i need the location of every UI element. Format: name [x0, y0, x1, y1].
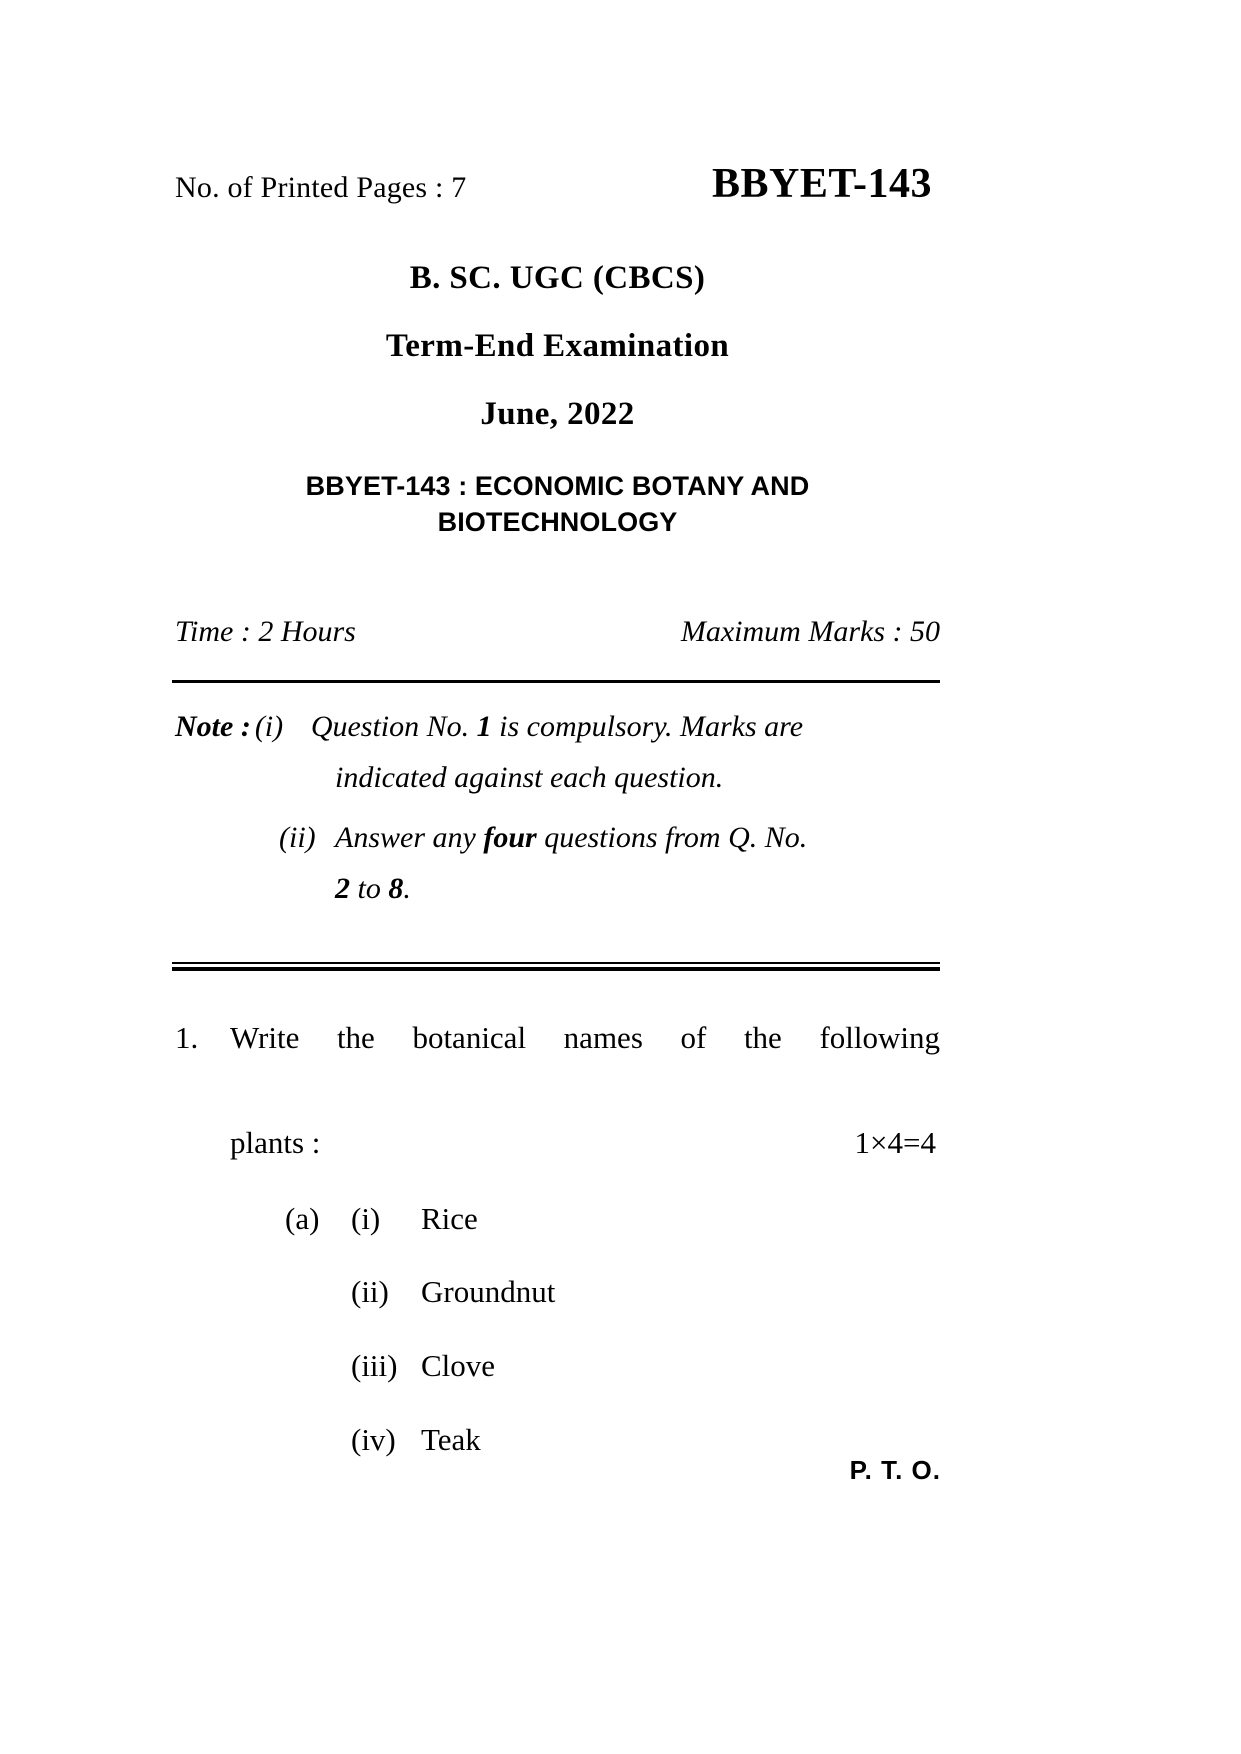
exam-title: Term-End Examination	[385, 328, 730, 364]
part-text-rice: Rice	[421, 1200, 478, 1236]
exam-max-marks: Maximum Marks : 50	[680, 615, 940, 648]
exam-duration: Time : 2 Hours	[175, 615, 356, 648]
note-item-ii	[175, 814, 940, 863]
note-ii-range-period: .	[403, 871, 411, 905]
question-1-text-line1: Write the botanical names of the following	[230, 1020, 940, 1055]
part-text-clove: Clove	[421, 1347, 496, 1383]
part-roman-iv: (iv)	[351, 1421, 396, 1457]
note-ii-range-start: 2	[335, 871, 350, 905]
degree-title: B. SC. UGC (CBCS)	[409, 260, 706, 296]
part-alpha-a: (a)	[285, 1200, 320, 1236]
page-turn-over-footer: P. T. O.	[849, 1455, 941, 1485]
note-ii-range-end: 8	[388, 871, 404, 905]
subject-title: BBYET-143 : ECONOMIC BOTANY AND BIOTECHNOLOGY	[305, 471, 810, 538]
note-item-i	[175, 703, 940, 752]
note-divider	[172, 962, 940, 971]
question-1-parts	[230, 1194, 940, 1464]
note-i-line2: indicated against each question.	[335, 760, 724, 794]
note-i-bold-number: 1	[476, 710, 492, 743]
part-text-teak: Teak	[421, 1421, 481, 1457]
part-roman-ii: (ii)	[351, 1274, 389, 1310]
printed-pages-label: No. of Printed Pages : 7	[175, 171, 467, 204]
note-label: Note :	[175, 710, 251, 743]
question-1-part-iii	[285, 1341, 940, 1391]
divider-thin-line	[172, 962, 940, 964]
divider-thick-line	[172, 967, 940, 971]
part-roman-iii: (iii)	[351, 1347, 398, 1383]
question-1-marks: 1×4=4	[854, 1125, 936, 1161]
note-i-text-a: Question No.	[310, 710, 477, 743]
question-1	[175, 1013, 940, 1488]
question-1-part-i	[285, 1194, 940, 1244]
part-text-groundnut: Groundnut	[421, 1274, 556, 1310]
header-row	[175, 160, 940, 208]
header-divider	[172, 680, 940, 683]
note-ii-line2	[175, 865, 940, 914]
note-marker-ii: (ii)	[279, 821, 316, 855]
note-ii-bold-count: four	[483, 821, 537, 855]
title-block	[175, 262, 940, 541]
question-1-part-iv	[285, 1415, 940, 1465]
note-ii-text-b: questions from Q. No.	[536, 821, 808, 855]
exam-meta-row	[175, 615, 940, 649]
note-i-text-b: is compulsory. Marks are	[491, 710, 804, 743]
question-1-number: 1.	[175, 1020, 199, 1055]
exam-session: June, 2022	[480, 396, 635, 432]
note-ii-text-a: Answer any	[335, 821, 484, 855]
question-1-text-line2: plants :	[230, 1125, 321, 1161]
note-ii-range-mid: to	[350, 871, 389, 905]
part-roman-i: (i)	[351, 1200, 381, 1236]
note-marker-i: (i)	[254, 710, 284, 743]
note-block	[175, 703, 940, 913]
question-1-part-ii	[285, 1267, 940, 1317]
paper-code: BBYET-143	[711, 161, 932, 207]
question-list	[175, 1013, 940, 1488]
